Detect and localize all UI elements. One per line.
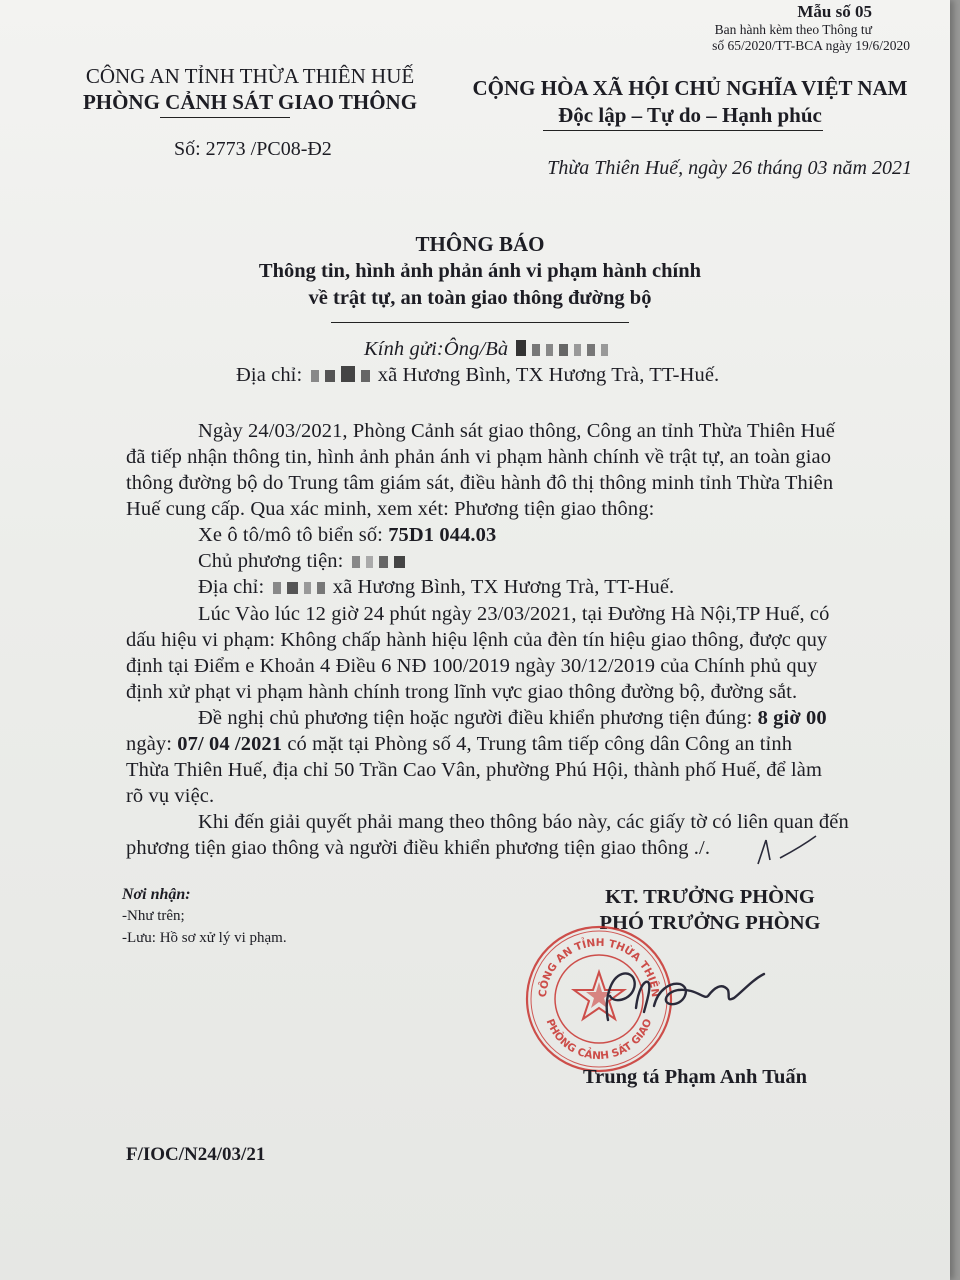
department-name: PHÒNG CẢNH SÁT GIAO THÔNG [82, 90, 418, 114]
form-number: Mẫu số 05 [797, 2, 872, 21]
seal-bottom-text: PHÒNG CẢNH SÁT GIAO [543, 1017, 655, 1063]
initials-mark [740, 830, 820, 870]
signer-name: Trung tá Phạm Anh Tuấn [582, 1066, 808, 1088]
issued-with-line1: Ban hành kèm theo Thông tư [714, 22, 872, 37]
p1-line4: Huế cung cấp. Qua xác minh, xem xét: Phương tiện giao thông: [126, 498, 655, 520]
appointment-date: 07/ 04 /2021 [177, 733, 283, 755]
footer-code: F/IOC/N24/03/21 [126, 1144, 266, 1165]
owner-address-label: Địa chỉ: [198, 576, 265, 598]
department-underline [160, 117, 290, 118]
p2-line3: định tại Điểm e Khoản 4 Điều 6 NĐ 100/2019 ngày 30/12/2019 của Chính phủ quy [126, 655, 818, 677]
issued-with-line2: số 65/2020/TT-BCA ngày 19/6/2020 [712, 38, 910, 53]
place-and-date: Thừa Thiên Huế, ngày 26 tháng 03 năm 2021 [547, 157, 912, 179]
p3-line4: rõ vụ việc. [126, 785, 215, 807]
p4-line1: Khi đến giải quyết phải mang theo thông báo này, các giấy tờ có liên quan đến [198, 811, 849, 833]
motto-underline [543, 130, 823, 131]
p3-line3: Thừa Thiên Huế, địa chỉ 50 Trần Cao Vân, phường Phú Hội, thành phố Huế, để làm [126, 759, 823, 781]
country-name: CỘNG HÒA XÃ HỘI CHỦ NGHĨA VIỆT NAM [472, 76, 908, 100]
address-label: Địa chỉ: [236, 364, 303, 386]
p3-line2-text: có mặt tại Phòng số 4, Trung tâm tiếp công dân Công an tỉnh [282, 733, 793, 755]
plate-label: Xe ô tô/mô tô biển số: [198, 524, 389, 546]
p2-line2: dấu hiệu vi phạm: Không chấp hành hiệu lệnh của đèn tín hiệu giao thông, được quy [126, 629, 828, 651]
p3-line1-text: Đề nghị chủ phương tiện hoặc người điều khiển phương tiện đúng: [198, 707, 758, 729]
seal-top-text: CÔNG AN TỈNH THỪA THIÊN [536, 936, 662, 998]
redacted-name [513, 339, 611, 362]
owner-address-tail: xã Hương Bình, TX Hương Trà, TT-Huế. [332, 576, 675, 598]
recipient-address [236, 364, 719, 388]
p2-line4: định xử phạt vi phạm hành chính trong lĩnh vực giao thông đường bộ, đường sắt. [126, 681, 798, 703]
vehicle-owner-line [198, 550, 408, 574]
p3-line2-prefix: ngày: [126, 733, 178, 755]
title-underline [331, 322, 629, 323]
salutation-label: Kính gửi:Ông/Bà [364, 338, 509, 360]
recipients-item-2: -Lưu: Hồ sơ xử lý vi phạm. [122, 930, 287, 946]
p1-line2: đã tiếp nhận thông tin, hình ảnh phản ánh vi phạm hành chính về trật tự, an toàn giao [126, 446, 832, 468]
vehicle-plate-line [198, 524, 496, 547]
document-title: THÔNG BÁO [415, 232, 545, 256]
appointment-time: 8 giờ 00 [757, 707, 827, 729]
p2-line1: Lúc Vào lúc 12 giờ 24 phút ngày 23/03/2021, tại Đường Hà Nội,TP Huế, có [198, 603, 830, 625]
signature-title-line1: KT. TRƯỞNG PHÒNG [605, 886, 815, 908]
owner-label: Chủ phương tiện: [198, 550, 344, 572]
handwritten-signature [596, 960, 786, 1040]
owner-address-line [198, 576, 674, 600]
document-subtitle-line2: về trật tự, an toàn giao thông đường bộ [308, 287, 652, 309]
agency-name: CÔNG AN TỈNH THỪA THIÊN HUẾ [85, 64, 415, 88]
recipients-item-1: -Như trên; [122, 908, 185, 924]
plate-value: 75D1 044.03 [388, 524, 497, 546]
signature-title-line2: PHÓ TRƯỞNG PHÒNG [599, 912, 821, 934]
p3-line2 [126, 733, 792, 756]
p1-line1: Ngày 24/03/2021, Phòng Cảnh sát giao thông, Công an tỉnh Thừa Thiên Huế [198, 420, 835, 442]
document-subtitle-line1: Thông tin, hình ảnh phản ánh vi phạm hành chính [258, 260, 702, 282]
p1-line3: thông đường bộ do Trung tâm giám sát, điều hành đô thị thông minh tỉnh Thừa Thiên [126, 472, 834, 494]
recipients-heading: Nơi nhận: [122, 886, 191, 903]
p4-line2: phương tiện giao thông và người điều khiển phương tiện giao thông ./. [126, 837, 711, 859]
document-number: Số: 2773 /PC08-Đ2 [174, 138, 332, 160]
address-tail: xã Hương Bình, TX Hương Trà, TT-Huế. [377, 364, 720, 386]
p3-line1 [198, 707, 827, 730]
national-motto: Độc lập – Tự do – Hạnh phúc [558, 103, 822, 127]
redacted-owner-address [270, 577, 328, 600]
redacted-address [308, 365, 373, 388]
salutation [364, 338, 611, 362]
redacted-owner [349, 551, 408, 574]
